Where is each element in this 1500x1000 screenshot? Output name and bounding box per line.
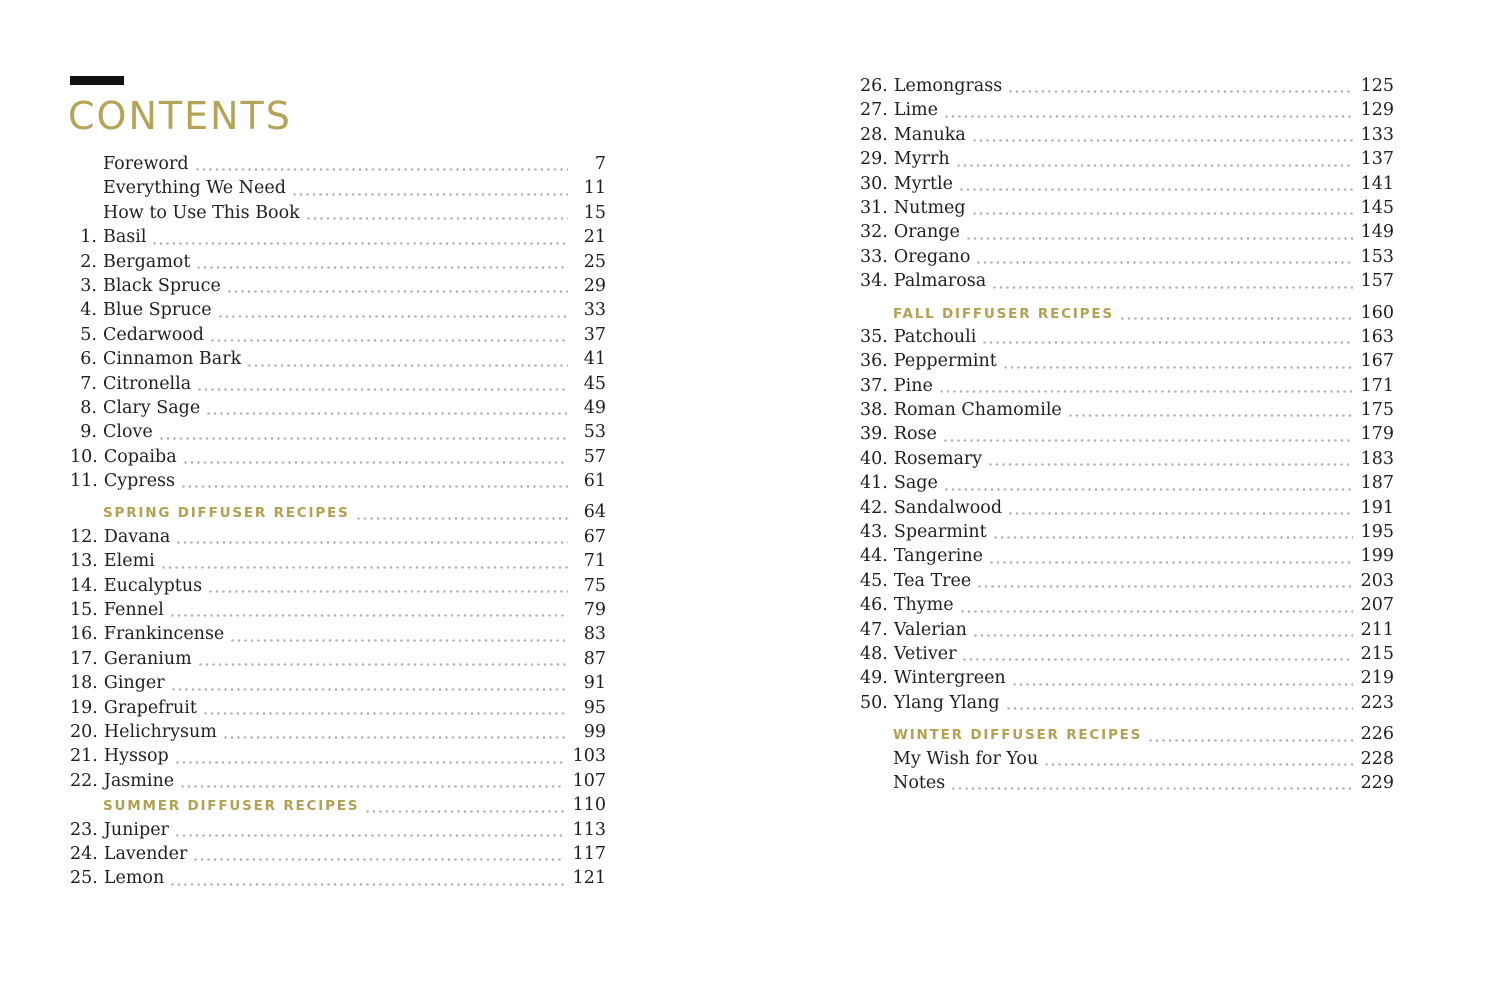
toc-row (860, 642, 1394, 666)
toc-entry-number: 41. (860, 473, 888, 494)
toc-row (860, 520, 1394, 544)
toc-entry-number: 4. (80, 300, 97, 321)
toc-entry-number: 19. (70, 697, 98, 718)
toc-entry-number: 44. (860, 546, 888, 567)
toc-entry-number: 14. (70, 575, 98, 596)
dotted-leader (1069, 414, 1353, 417)
toc-entry-page: 64 (583, 502, 606, 523)
toc-entry-label: Everything We Need (103, 178, 286, 199)
toc-entry-label: Notes (893, 772, 946, 793)
dotted-leader (963, 658, 1352, 661)
dotted-leader (181, 785, 565, 788)
toc-entry-page: 149 (1360, 222, 1394, 243)
toc-row (860, 471, 1394, 495)
toc-entry-label: Helichrysum (103, 721, 217, 742)
toc-entry-label: Pine (893, 375, 933, 396)
toc-entry-page: 133 (1360, 124, 1394, 145)
dotted-leader (990, 561, 1353, 564)
toc-entry-page: 215 (1360, 643, 1394, 664)
toc-row (860, 123, 1394, 147)
toc-row (70, 793, 606, 817)
toc-entry-page: 99 (583, 721, 606, 742)
toc-entry-page: 175 (1360, 400, 1394, 421)
toc-entry-number: 18. (70, 673, 98, 694)
toc-entry-label: Rosemary (893, 448, 983, 469)
toc-entry-label: Lime (893, 100, 939, 121)
toc-entry-label: Myrtle (893, 173, 954, 194)
toc-row (70, 574, 606, 598)
toc-entry-number: 11. (70, 471, 98, 492)
toc-entry-page: 107 (572, 770, 606, 791)
toc-entry-label: Davana (103, 526, 171, 547)
toc-entry-page: 137 (1360, 149, 1394, 170)
dotted-leader (1149, 739, 1352, 742)
toc-entry-page: 157 (1360, 271, 1394, 292)
toc-entry-page: 145 (1360, 197, 1394, 218)
toc-entry-label: Tea Tree (893, 570, 972, 591)
dotted-leader (952, 787, 1352, 790)
toc-entry-number: 16. (70, 624, 98, 645)
toc-row (70, 347, 606, 371)
dotted-leader (1004, 366, 1353, 369)
toc-row (70, 866, 606, 890)
toc-entry-page: 67 (583, 526, 606, 547)
toc-row (860, 98, 1394, 122)
toc-entry-label: Wintergreen (893, 668, 1006, 689)
page-title: CONTENTS (68, 94, 292, 138)
toc-entry-page: 179 (1360, 424, 1394, 445)
dotted-leader (198, 388, 568, 391)
toc-entry-label: Blue Spruce (103, 300, 212, 321)
toc-entry-label: Jasmine (103, 770, 175, 791)
toc-entry-label: Hyssop (103, 746, 169, 767)
toc-row (70, 744, 606, 768)
toc-entry-page: 53 (583, 422, 606, 443)
dotted-leader (960, 188, 1353, 191)
dotted-leader (357, 517, 568, 520)
dotted-leader (184, 461, 568, 464)
dotted-leader (961, 610, 1353, 613)
toc-entry-label: Copaiba (103, 446, 177, 467)
toc-entry-number: 37. (860, 375, 888, 396)
toc-entry-number: 10. (70, 446, 98, 467)
toc-entry-page: 61 (583, 471, 606, 492)
dotted-leader (944, 439, 1353, 442)
toc-entry-page: 211 (1360, 619, 1394, 640)
toc-entry-number: 35. (860, 326, 888, 347)
toc-entry-page: 87 (583, 648, 606, 669)
toc-entry-label: Ginger (103, 673, 165, 694)
toc-entry-number: 5. (80, 324, 97, 345)
toc-entry-label: Eucalyptus (103, 575, 203, 596)
toc-entry-number: 48. (860, 643, 888, 664)
toc-row (860, 447, 1394, 471)
toc-entry-page: 219 (1360, 668, 1394, 689)
toc-entry-page: 79 (583, 600, 606, 621)
dotted-leader (957, 164, 1353, 167)
dotted-leader (172, 688, 568, 691)
dotted-leader (199, 663, 568, 666)
toc-entry-label: Geranium (103, 648, 192, 669)
toc-entry-page: 228 (1360, 748, 1394, 769)
toc-row (860, 422, 1394, 446)
toc-row (860, 593, 1394, 617)
toc-entry-number: 29. (860, 149, 888, 170)
toc-row (70, 769, 606, 793)
toc-row (70, 225, 606, 249)
toc-row (70, 842, 606, 866)
toc-entry-label: My Wish for You (893, 748, 1039, 769)
dotted-leader (228, 290, 568, 293)
toc-row (70, 720, 606, 744)
toc-entry-label: Lemongrass (893, 76, 1003, 96)
toc-entry-page: 113 (572, 819, 606, 840)
toc-entry-page: 110 (572, 795, 606, 816)
dotted-leader (153, 242, 568, 245)
toc-entry-page: 75 (583, 575, 606, 596)
toc-row (70, 298, 606, 322)
dotted-leader (978, 585, 1352, 588)
toc-entry-label: Cypress (103, 471, 176, 492)
toc-entry-label: Oregano (893, 246, 971, 267)
toc-row (860, 349, 1394, 373)
toc-row (70, 622, 606, 646)
toc-row (860, 618, 1394, 642)
toc-entry-label: Clove (103, 422, 153, 443)
toc-entry-page: 167 (1360, 351, 1394, 372)
toc-row (860, 747, 1394, 771)
dotted-leader (1045, 763, 1352, 766)
toc-row (70, 176, 606, 200)
toc-row (860, 269, 1394, 293)
toc-entry-page: 129 (1360, 100, 1394, 121)
toc-entry-label: Lemon (103, 868, 165, 889)
toc-entry-number: 50. (860, 692, 888, 713)
toc-row (860, 374, 1394, 398)
toc-entry-label: Manuka (893, 124, 966, 145)
toc-row (860, 301, 1394, 325)
dotted-leader (366, 810, 564, 813)
toc-row (70, 152, 606, 176)
dotted-leader (182, 485, 568, 488)
dotted-leader (171, 614, 568, 617)
toc-entry-number: 9. (80, 422, 97, 443)
dotted-leader (1009, 512, 1353, 515)
toc-row (860, 220, 1394, 244)
toc-column-right (860, 74, 1394, 795)
toc-entry-label: How to Use This Book (103, 202, 300, 223)
toc-entry-page: 203 (1360, 570, 1394, 591)
dotted-leader (196, 168, 568, 171)
toc-entry-number: 46. (860, 595, 888, 616)
toc-entry-number: 34. (860, 271, 888, 292)
dotted-leader (983, 341, 1352, 344)
dotted-leader (967, 237, 1353, 240)
dotted-leader (204, 712, 568, 715)
toc-entry-page: 195 (1360, 522, 1394, 543)
toc-entry-page: 117 (572, 843, 606, 864)
toc-entry-label: Grapefruit (103, 697, 197, 718)
dotted-leader (945, 115, 1353, 118)
toc-entry-number: 36. (860, 351, 888, 372)
toc-row (860, 722, 1394, 746)
toc-entry-label: WINTER DIFFUSER RECIPES (893, 727, 1143, 744)
toc-row (860, 691, 1394, 715)
dotted-leader (989, 463, 1352, 466)
toc-entry-page: 33 (583, 300, 606, 321)
toc-entry-label: Black Spruce (103, 275, 221, 296)
dotted-leader (977, 261, 1352, 264)
toc-entry-number: 42. (860, 497, 888, 518)
toc-entry-label: Bergamot (103, 251, 191, 272)
toc-entry-page: 7 (594, 154, 606, 174)
toc-row (70, 445, 606, 469)
toc-entry-page: 37 (583, 324, 606, 345)
toc-entry-label: Juniper (103, 819, 169, 840)
toc-entry-number: 28. (860, 124, 888, 145)
toc-entry-label: Frankincense (103, 624, 225, 645)
toc-entry-number: 17. (70, 648, 98, 669)
toc-entry-page: 95 (583, 697, 606, 718)
toc-entry-page: 199 (1360, 546, 1394, 567)
toc-entry-page: 153 (1360, 246, 1394, 267)
toc-entry-page: 41 (583, 349, 606, 370)
toc-entry-number: 6. (80, 349, 97, 370)
toc-entry-number: 49. (860, 668, 888, 689)
toc-entry-page: 25 (583, 251, 606, 272)
dotted-leader (231, 639, 568, 642)
dotted-leader (940, 390, 1353, 393)
dotted-leader (211, 339, 568, 342)
toc-entry-page: 160 (1360, 302, 1394, 323)
toc-entry-label: SUMMER DIFFUSER RECIPES (103, 798, 360, 815)
toc-entry-label: Citronella (103, 373, 192, 394)
toc-row (70, 469, 606, 493)
toc-entry-label: Elemi (103, 551, 155, 572)
dotted-leader (194, 858, 564, 861)
toc-entry-label: Vetiver (893, 643, 957, 664)
toc-entry-page: 71 (583, 551, 606, 572)
toc-row (860, 74, 1394, 98)
dotted-leader (307, 217, 568, 220)
toc-entry-number: 13. (70, 551, 98, 572)
toc-entry-number: 7. (80, 373, 97, 394)
toc-entry-label: Clary Sage (103, 397, 201, 418)
toc-entry-number: 32. (860, 222, 888, 243)
toc-entry-number: 3. (80, 275, 97, 296)
toc-entry-number: 12. (70, 526, 98, 547)
toc-row (70, 372, 606, 396)
toc-row (70, 549, 606, 573)
toc-entry-number: 20. (70, 721, 98, 742)
toc-entry-page: 11 (583, 178, 606, 199)
toc-entry-page: 21 (583, 227, 606, 248)
dotted-leader (160, 437, 568, 440)
toc-entry-page: 226 (1360, 724, 1394, 745)
toc-entry-page: 121 (572, 868, 606, 889)
toc-row (70, 420, 606, 444)
toc-entry-label: Roman Chamomile (893, 400, 1062, 421)
toc-entry-page: 223 (1360, 692, 1394, 713)
toc-entry-page: 103 (572, 746, 606, 767)
toc-entry-page: 183 (1360, 448, 1394, 469)
toc-row (70, 396, 606, 420)
toc-row (70, 500, 606, 524)
dotted-leader (293, 193, 568, 196)
toc-entry-number: 38. (860, 400, 888, 421)
toc-row (70, 671, 606, 695)
toc-entry-label: Nutmeg (893, 197, 966, 218)
dotted-leader (219, 315, 568, 318)
dotted-leader (162, 566, 568, 569)
toc-entry-number: 47. (860, 619, 888, 640)
toc-entry-label: Foreword (103, 154, 189, 174)
toc-entry-label: Thyme (893, 595, 954, 616)
toc-entry-page: 125 (1360, 76, 1394, 96)
dotted-leader (207, 412, 568, 415)
toc-entry-number: 31. (860, 197, 888, 218)
toc-row (860, 325, 1394, 349)
toc-entry-page: 141 (1360, 173, 1394, 194)
toc-entry-number: 43. (860, 522, 888, 543)
dotted-leader (973, 139, 1353, 142)
toc-entry-number: 21. (70, 746, 98, 767)
toc-row (70, 274, 606, 298)
toc-entry-label: Rose (893, 424, 937, 445)
dotted-leader (945, 488, 1353, 491)
toc-entry-page: 45 (583, 373, 606, 394)
dotted-leader (177, 541, 568, 544)
toc-row (70, 250, 606, 274)
toc-entry-page: 171 (1360, 375, 1394, 396)
toc-entry-page: 29 (583, 275, 606, 296)
toc-entry-number: 25. (70, 868, 98, 889)
dotted-leader (1007, 707, 1353, 710)
toc-entry-label: Tangerine (893, 546, 984, 567)
dotted-leader (1009, 90, 1352, 93)
dotted-leader (1121, 317, 1353, 320)
dotted-leader (973, 212, 1353, 215)
toc-entry-number: 27. (860, 100, 888, 121)
toc-entry-number: 22. (70, 770, 98, 791)
toc-entry-page: 229 (1360, 772, 1394, 793)
toc-entry-label: Cinnamon Bark (103, 349, 242, 370)
toc-row (860, 544, 1394, 568)
toc-row (70, 598, 606, 622)
toc-entry-page: 15 (583, 202, 606, 223)
toc-row (860, 569, 1394, 593)
dotted-leader (1013, 683, 1353, 686)
toc-entry-number: 8. (80, 397, 97, 418)
toc-row (70, 818, 606, 842)
toc-entry-page: 191 (1360, 497, 1394, 518)
toc-row (860, 245, 1394, 269)
toc-entry-label: Cedarwood (103, 324, 205, 345)
dotted-leader (974, 634, 1353, 637)
toc-entry-page: 57 (583, 446, 606, 467)
toc-entry-label: FALL DIFFUSER RECIPES (893, 305, 1114, 322)
toc-entry-label: Orange (893, 222, 960, 243)
toc-entry-page: 49 (583, 397, 606, 418)
toc-entry-label: Sandalwood (893, 497, 1003, 518)
toc-entry-label: Patchouli (893, 326, 977, 347)
toc-row (860, 172, 1394, 196)
toc-column-left (70, 152, 606, 891)
toc-entry-page: 91 (583, 673, 606, 694)
toc-row (70, 647, 606, 671)
toc-entry-page: 163 (1360, 326, 1394, 347)
toc-entry-number: 40. (860, 448, 888, 469)
toc-row (860, 147, 1394, 171)
toc-entry-label: Valerian (893, 619, 967, 640)
dotted-leader (171, 883, 564, 886)
dotted-leader (176, 834, 565, 837)
dotted-leader (209, 590, 568, 593)
toc-entry-label: Peppermint (893, 351, 997, 372)
dotted-leader (176, 761, 565, 764)
toc-row (860, 771, 1394, 795)
title-rule-bar (70, 76, 124, 85)
dotted-leader (224, 736, 568, 739)
toc-entry-number: 15. (70, 600, 98, 621)
dotted-leader (197, 266, 568, 269)
toc-entry-label: Spearmint (893, 522, 987, 543)
dotted-leader (994, 536, 1353, 539)
toc-entry-number: 23. (70, 819, 98, 840)
toc-entry-label: Myrrh (893, 149, 950, 170)
toc-entry-number: 24. (70, 843, 98, 864)
toc-row (70, 201, 606, 225)
toc-entry-number: 26. (860, 76, 888, 96)
toc-entry-number: 45. (860, 570, 888, 591)
toc-row (860, 496, 1394, 520)
toc-entry-label: Basil (103, 227, 147, 248)
toc-entry-label: Ylang Ylang (893, 692, 1000, 713)
toc-entry-page: 83 (583, 624, 606, 645)
toc-entry-page: 207 (1360, 595, 1394, 616)
toc-row (70, 525, 606, 549)
toc-entry-label: Fennel (103, 600, 164, 621)
toc-row (860, 666, 1394, 690)
toc-row (860, 196, 1394, 220)
toc-row (70, 323, 606, 347)
toc-entry-label: Palmarosa (893, 271, 987, 292)
toc-entry-label: Lavender (103, 843, 188, 864)
toc-row (860, 398, 1394, 422)
dotted-leader (993, 286, 1352, 289)
dotted-leader (248, 364, 568, 367)
toc-entry-number: 33. (860, 246, 888, 267)
toc-entry-label: Sage (893, 473, 938, 494)
toc-entry-number: 2. (80, 251, 97, 272)
toc-entry-number: 1. (80, 227, 97, 248)
toc-entry-page: 187 (1360, 473, 1394, 494)
toc-row (70, 696, 606, 720)
toc-entry-label: SPRING DIFFUSER RECIPES (103, 505, 350, 522)
toc-entry-number: 30. (860, 173, 888, 194)
toc-entry-number: 39. (860, 424, 888, 445)
